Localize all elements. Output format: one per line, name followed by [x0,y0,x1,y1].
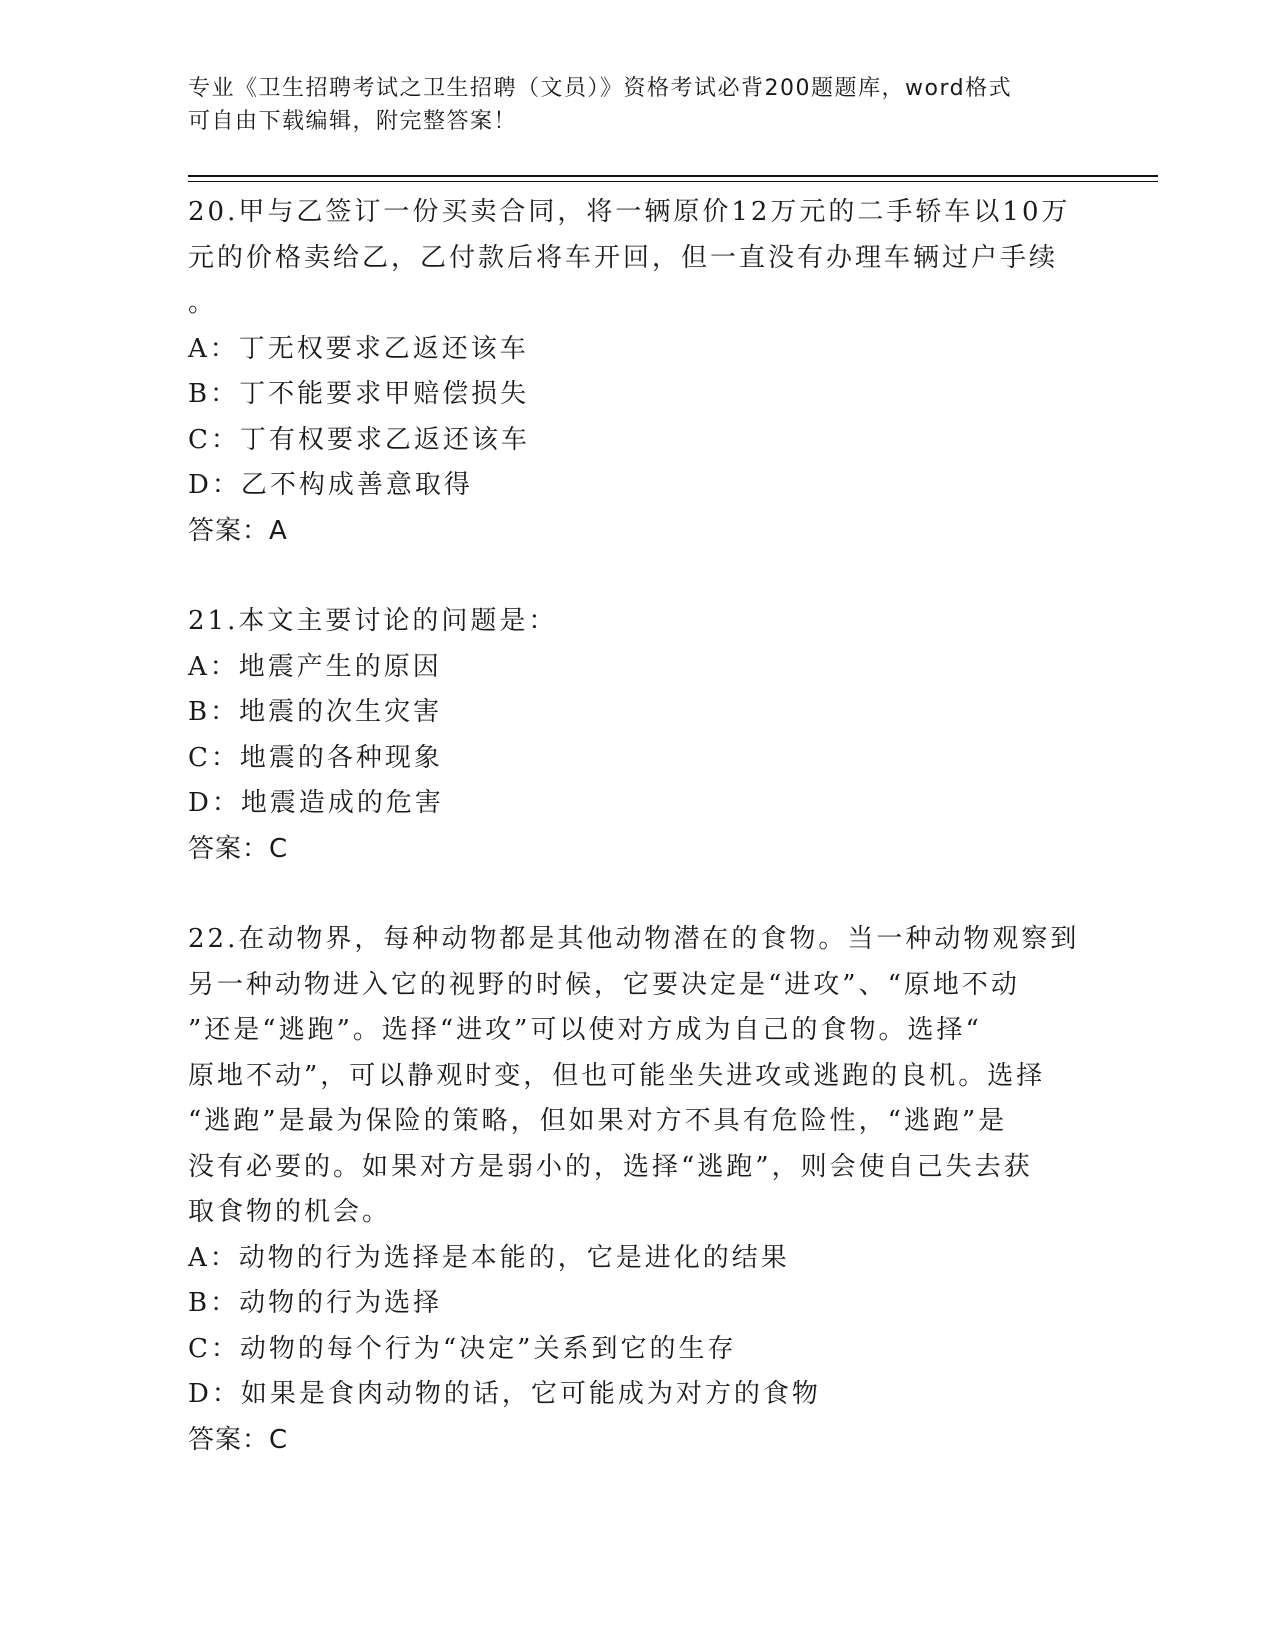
option-c: C：地震的各种现象 [188,742,443,773]
answer-line: 答案：C [188,1424,289,1455]
header-divider-thick [188,175,1158,177]
answer-line: 答案：C [188,833,289,864]
question-spacer [188,872,1088,917]
option-d: D：如果是食肉动物的话，它可能成为对方的食物 [188,1379,821,1409]
stem-line: 取食物的机会。 [188,1197,392,1227]
document-header [188,72,1088,138]
header-line-1: 专业《卫生招聘考试之卫生招聘（文员）》资格考试必背200题题库，word格式 [188,76,1013,101]
option-a: A：地震产生的原因 [188,651,442,682]
option-d: D：乙不构成善意取得 [188,470,473,500]
question-list [188,190,1088,1463]
option-b: B：地震的次生灾害 [188,697,443,727]
stem-line: 原地不动”，可以静观时变，但也可能坐失进攻或逃跑的良机。选择 [188,1060,1046,1091]
option-c: C：丁有权要求乙返还该车 [188,424,530,455]
option-b: B：丁不能要求甲赔偿损失 [188,379,530,409]
question-stem [188,599,1088,645]
stem-line: 没有必要的。如果对方是弱小的，选择“逃跑”，则会使自己失去获 [188,1151,1033,1182]
stem-line: ”还是“逃跑”。选择“进攻”可以使对方成为自己的食物。选择“ [188,1015,982,1045]
stem-line: 21.本文主要讨论的问题是： [188,606,558,636]
stem-line: “逃跑”是最为保险的策略，但如果对方不具有危险性，“逃跑”是 [188,1106,1008,1136]
option-a: A：动物的行为选择是本能的，它是进化的结果 [188,1242,790,1273]
question-stem [188,190,1088,327]
question-spacer [188,554,1088,599]
answer-line: 答案：A [188,515,288,546]
option-c: C：动物的每个行为“决定”关系到它的生存 [188,1333,737,1364]
header-line-2: 可自由下载编辑，附完整答案！ [188,109,518,134]
header-divider-thin [188,181,1158,182]
stem-line: 另一种动物进入它的视野的时候，它要决定是“进攻”、“原地不动 [188,969,1020,1000]
option-a: A：丁无权要求乙返还该车 [188,333,529,364]
stem-line: 。 [188,288,218,318]
stem-line: 22.在动物界，每种动物都是其他动物潜在的食物。当一种动物观察到 [188,924,1080,954]
stem-line: 元的价格卖给乙，乙付款后将车开回，但一直没有办理车辆过户手续 [188,242,1059,273]
question-21 [188,599,1088,872]
stem-line: 20.甲与乙签订一份买卖合同，将一辆原价12万元的二手轿车以10万 [188,197,1071,227]
option-d: D：地震造成的危害 [188,788,444,818]
question-22 [188,917,1088,1463]
question-20 [188,190,1088,554]
question-stem [188,917,1088,1236]
option-b: B：动物的行为选择 [188,1288,443,1318]
